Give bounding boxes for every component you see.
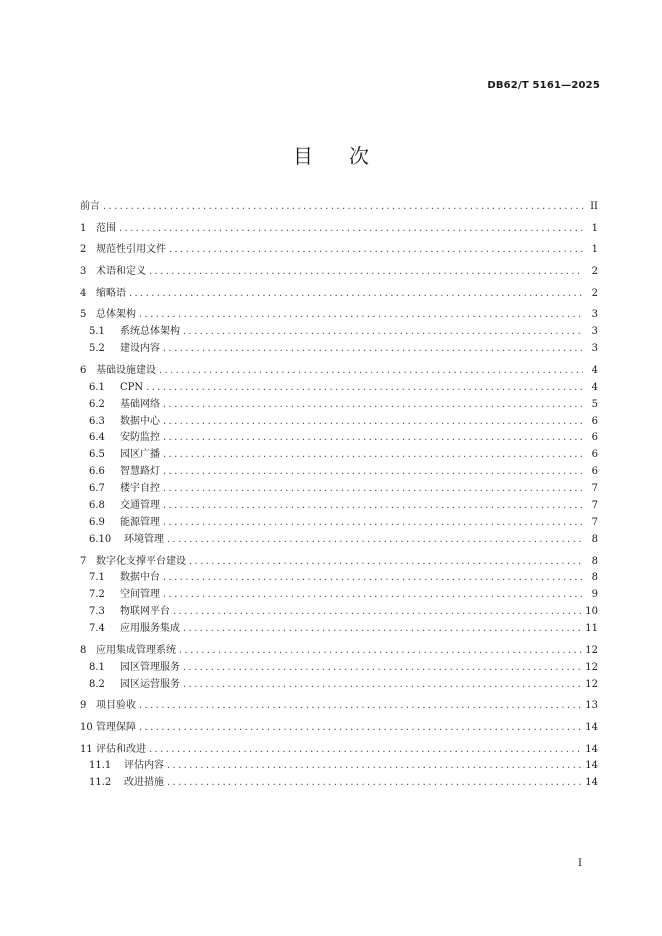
toc-entry-label: 数字化支撑平台建设 [96, 555, 186, 567]
toc-entry-number: 6.8 [89, 500, 105, 512]
toc-entry-label: 评估和改进 [96, 743, 146, 755]
toc-entry-page: 1 [591, 222, 598, 234]
toc-entry-label: 应用集成管理系统 [96, 644, 176, 656]
toc-entry-page: 12 [585, 644, 598, 656]
toc-entry[interactable] [80, 397, 598, 414]
toc-leader-dots [163, 397, 583, 414]
toc-entry-page: 8 [591, 533, 598, 545]
toc-leader-dots [139, 720, 582, 737]
toc-entry-page: 12 [585, 678, 598, 690]
toc-entry[interactable] [80, 570, 598, 587]
toc-entry-label: 总体架构 [96, 309, 136, 321]
toc-leader-dots [163, 587, 583, 604]
toc-entry-label: 物联网平台 [120, 606, 170, 618]
toc-entry-label: 交通管理 [120, 500, 160, 512]
toc-entry-label: 能源管理 [120, 516, 160, 528]
toc-entry[interactable] [80, 221, 598, 238]
toc-entry-number: 1 [80, 222, 87, 234]
toc-entry-number: 5.1 [89, 326, 105, 338]
toc-entry[interactable] [80, 447, 598, 464]
toc-entry[interactable] [80, 414, 598, 431]
toc-entry-label: 环境管理 [124, 533, 164, 545]
toc-entry[interactable] [80, 621, 598, 638]
toc-entry-label: 术语和定义 [96, 266, 146, 278]
toc-leader-dots [167, 775, 582, 792]
toc-entry-page: 8 [591, 572, 598, 584]
toc-entry-number: 9 [80, 700, 87, 712]
toc-entry-number: 6.6 [89, 466, 105, 478]
toc-entry-number: 6.5 [89, 449, 105, 461]
toc-entry-number: 6.3 [89, 415, 105, 427]
document-code: DB62/T 5161—2025 [487, 80, 600, 91]
toc-entry-label: 缩略语 [96, 287, 126, 299]
toc-entry-label: 管理保障 [96, 721, 136, 733]
toc-entry-number: 11 [80, 743, 93, 755]
toc-entry-page: 5 [591, 398, 598, 410]
toc-entry-label: 园区管理服务 [120, 661, 180, 673]
toc-leader-dots [183, 660, 582, 677]
toc-entry-number: 7.3 [89, 606, 105, 618]
toc-entry-label: 系统总体架构 [120, 326, 180, 338]
toc-leader-dots [163, 414, 583, 431]
toc-entry-page: II [590, 201, 598, 212]
toc-entry-number: 11.1 [89, 760, 112, 772]
toc-entry-number: 8.1 [89, 661, 105, 673]
toc-entry-number: 11.2 [89, 777, 112, 789]
toc-entry[interactable] [80, 604, 598, 621]
table-of-contents [80, 199, 598, 792]
toc-entry-number: 10 [80, 721, 93, 733]
toc-entry[interactable] [80, 341, 598, 358]
toc-leader-dots [179, 643, 582, 660]
toc-entry-page: 6 [591, 449, 598, 461]
toc-entry[interactable] [80, 242, 598, 259]
toc-entry-number: 5 [80, 309, 87, 321]
toc-leader-dots [163, 498, 583, 515]
toc-entry-label: 园区广播 [120, 449, 160, 461]
toc-entry-page: 14 [585, 777, 598, 789]
toc-entry-label: 改进措施 [124, 777, 164, 789]
toc-entry-number: 7.1 [89, 572, 105, 584]
toc-entry-label: CPN [120, 381, 144, 393]
toc-leader-dots [183, 621, 582, 638]
toc-entry[interactable] [80, 554, 598, 571]
toc-entry[interactable] [80, 698, 598, 715]
toc-entry-page: 3 [591, 326, 598, 338]
toc-entry-number: 3 [80, 266, 87, 278]
toc-entry-label: 基础设施建设 [96, 364, 156, 376]
toc-leader-dots [173, 604, 582, 621]
toc-leader-dots [103, 199, 583, 216]
toc-leader-dots [146, 380, 583, 397]
toc-entry-number: 6.10 [89, 533, 112, 545]
toc-leader-dots [167, 758, 582, 775]
title-char-2: 次 [349, 144, 369, 168]
toc-entry[interactable] [80, 481, 598, 498]
toc-entry-page: 7 [591, 483, 598, 495]
toc-entry[interactable] [80, 286, 598, 303]
toc-leader-dots [119, 221, 583, 238]
toc-leader-dots [139, 698, 582, 715]
toc-entry-label: 空间管理 [120, 589, 160, 601]
toc-entry[interactable] [80, 758, 598, 775]
toc-entry-number: 8.2 [89, 678, 105, 690]
toc-leader-dots [163, 341, 583, 358]
toc-leader-dots [129, 286, 583, 303]
toc-entry-page: 4 [591, 364, 598, 376]
toc-leader-dots [163, 515, 583, 532]
toc-entry-page: 6 [591, 415, 598, 427]
toc-entry[interactable] [80, 720, 598, 737]
toc-entry-number: 6.7 [89, 483, 105, 495]
toc-entry-page: 3 [591, 343, 598, 355]
toc-entry[interactable] [80, 498, 598, 515]
toc-entry[interactable] [80, 324, 598, 341]
toc-leader-dots [149, 742, 582, 759]
toc-entry-page: 7 [591, 500, 598, 512]
toc-entry-page: 2 [591, 287, 598, 299]
page-number: I [578, 858, 582, 869]
toc-entry-number: 5.2 [89, 343, 105, 355]
toc-entry[interactable] [80, 660, 598, 677]
toc-entry-number: 7.2 [89, 589, 105, 601]
toc-entry-number: 6.1 [89, 381, 105, 393]
toc-entry[interactable] [80, 742, 598, 759]
toc-entry-number: 6.4 [89, 432, 105, 444]
toc-entry-page: 11 [585, 623, 598, 635]
toc-entry-page: 14 [585, 721, 598, 733]
toc-leader-dots [189, 554, 583, 571]
toc-entry-label: 建设内容 [120, 343, 160, 355]
toc-entry-label: 范围 [96, 222, 116, 234]
toc-entry-page: 1 [591, 244, 598, 256]
toc-entry[interactable] [80, 532, 598, 549]
toc-entry-number: 6 [80, 364, 87, 376]
toc-leader-dots [163, 481, 583, 498]
toc-entry[interactable] [80, 587, 598, 604]
toc-entry-label: 楼宇自控 [120, 483, 160, 495]
toc-entry-page: 6 [591, 432, 598, 444]
toc-entry-label: 智慧路灯 [120, 466, 160, 478]
toc-entry-label: 基础网络 [120, 398, 160, 410]
toc-entry[interactable] [80, 464, 598, 481]
toc-leader-dots [139, 307, 583, 324]
toc-entry[interactable] [80, 430, 598, 447]
toc-entry[interactable] [80, 199, 598, 216]
toc-entry-label: 数据中台 [120, 572, 160, 584]
toc-entry-page: 9 [591, 589, 598, 601]
toc-entry-page: 8 [591, 555, 598, 567]
toc-entry[interactable] [80, 380, 598, 397]
toc-entry[interactable] [80, 363, 598, 380]
toc-entry-number: 6.2 [89, 398, 105, 410]
toc-entry-number: 7 [80, 555, 87, 567]
toc-entry-number: 8 [80, 644, 87, 656]
toc-entry[interactable] [80, 515, 598, 532]
toc-entry-page: 7 [591, 516, 598, 528]
toc-entry-label: 前言 [80, 201, 100, 212]
toc-entry-number: 7.4 [89, 623, 105, 635]
toc-entry[interactable] [80, 307, 598, 324]
toc-leader-dots [163, 447, 583, 464]
toc-leader-dots [159, 363, 583, 380]
toc-entry-label: 规范性引用文件 [96, 244, 166, 256]
toc-entry-page: 14 [585, 743, 598, 755]
toc-leader-dots [183, 677, 582, 694]
toc-entry-page: 14 [585, 760, 598, 772]
toc-entry-number: 6.9 [89, 516, 105, 528]
toc-entry-label: 应用服务集成 [120, 623, 180, 635]
toc-entry-page: 12 [585, 661, 598, 673]
toc-entry-page: 4 [591, 381, 598, 393]
toc-entry-number: 2 [80, 244, 87, 256]
toc-entry[interactable] [80, 775, 598, 792]
toc-leader-dots [163, 464, 583, 481]
toc-entry-page: 6 [591, 466, 598, 478]
toc-entry[interactable] [80, 264, 598, 281]
toc-entry-label: 评估内容 [124, 760, 164, 772]
toc-entry-label: 园区运营服务 [120, 678, 180, 690]
toc-leader-dots [163, 570, 583, 587]
toc-entry[interactable] [80, 643, 598, 660]
toc-leader-dots [163, 430, 583, 447]
page-title [0, 140, 662, 169]
toc-entry-label: 安防监控 [120, 432, 160, 444]
toc-entry-label: 数据中心 [120, 415, 160, 427]
toc-entry[interactable] [80, 677, 598, 694]
toc-leader-dots [183, 324, 583, 341]
title-char-1: 目 [293, 144, 313, 168]
toc-entry-number: 4 [80, 287, 87, 299]
toc-leader-dots [167, 532, 583, 549]
toc-entry-page: 2 [591, 266, 598, 278]
toc-entry-page: 3 [591, 309, 598, 321]
toc-entry-label: 项目验收 [96, 700, 136, 712]
toc-entry-page: 13 [585, 700, 598, 712]
toc-leader-dots [149, 264, 583, 281]
toc-leader-dots [169, 242, 583, 259]
toc-entry-page: 10 [585, 606, 598, 618]
